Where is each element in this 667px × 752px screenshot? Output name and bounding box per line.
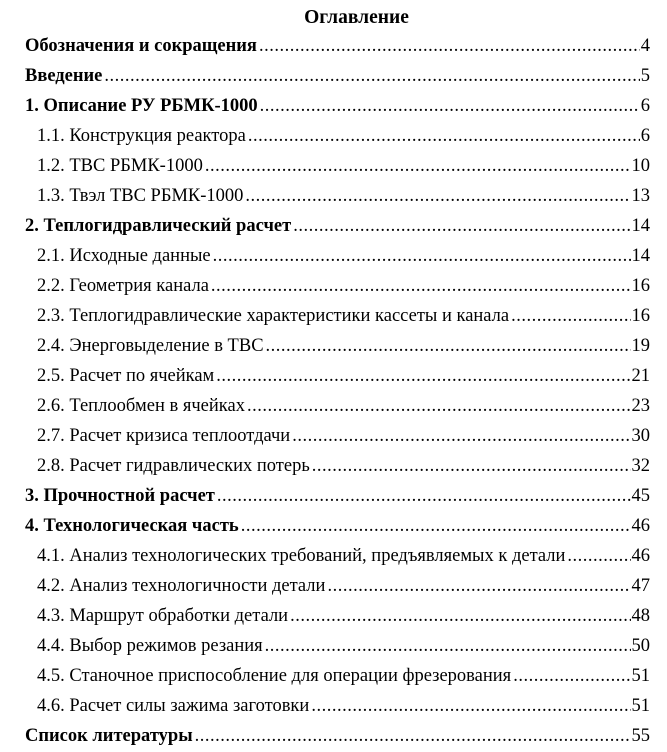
toc-entry-label: 2.4. Энерговыделение в ТВС bbox=[37, 336, 264, 356]
toc-entry-label: 2.5. Расчет по ячейкам bbox=[37, 366, 215, 386]
dot-leader bbox=[205, 151, 631, 181]
dot-leader bbox=[266, 331, 631, 361]
toc-entry[interactable] bbox=[25, 151, 650, 181]
toc-entry[interactable] bbox=[25, 31, 650, 61]
toc-entry-label: Введение bbox=[25, 66, 103, 86]
dot-leader bbox=[216, 361, 630, 391]
toc-entry-label: 4.3. Маршрут обработки детали bbox=[37, 606, 289, 626]
toc-entry-label: 2.3. Теплогидравлические характеристики кассеты и канала bbox=[37, 306, 510, 326]
dot-leader bbox=[104, 61, 639, 91]
toc-entry[interactable] bbox=[25, 511, 650, 541]
toc-entry-label: 4.2. Анализ технологичности детали bbox=[37, 576, 326, 596]
toc-entry-page: 51 bbox=[631, 666, 650, 686]
dot-leader bbox=[260, 91, 640, 121]
dot-leader bbox=[265, 631, 631, 661]
toc-entry[interactable] bbox=[25, 691, 650, 721]
toc-entry-page: 6 bbox=[640, 96, 650, 116]
toc-entry-label: 4. Технологическая часть bbox=[25, 516, 239, 536]
dot-leader bbox=[241, 511, 631, 541]
toc-entry-label: 4.4. Выбор режимов резания bbox=[37, 636, 263, 656]
toc-entry-page: 21 bbox=[631, 366, 650, 386]
dot-leader bbox=[293, 211, 630, 241]
toc-entry-label: 4.5. Станочное приспособление для операции фрезерования bbox=[37, 666, 512, 686]
dot-leader bbox=[213, 241, 631, 271]
dot-leader bbox=[195, 721, 631, 751]
toc-entry-page: 30 bbox=[631, 426, 650, 446]
toc-title: Оглавление bbox=[304, 7, 409, 28]
dot-leader bbox=[567, 541, 630, 571]
toc-entry-page: 51 bbox=[631, 696, 650, 716]
toc-entry-page: 16 bbox=[631, 276, 650, 296]
toc-entry-label: 1.2. ТВС РБМК-1000 bbox=[37, 156, 203, 176]
toc-entry[interactable] bbox=[25, 91, 650, 121]
toc-entry-label: Обозначения и сокращения bbox=[25, 36, 257, 56]
dot-leader bbox=[245, 181, 630, 211]
toc-entry-page: 45 bbox=[631, 486, 650, 506]
toc-entry-page: 14 bbox=[631, 216, 650, 236]
toc-entry[interactable] bbox=[25, 601, 650, 631]
toc-entry-label: 3. Прочностной расчет bbox=[25, 486, 215, 506]
toc-entry-page: 5 bbox=[640, 66, 650, 86]
toc-entry-page: 4 bbox=[640, 36, 650, 56]
toc-entry-label: 1.3. Твэл ТВС РБМК-1000 bbox=[37, 186, 244, 206]
toc-entry-label: Список литературы bbox=[25, 726, 193, 746]
toc-entry[interactable] bbox=[25, 61, 650, 91]
toc-entry-page: 6 bbox=[640, 126, 650, 146]
toc-entry[interactable] bbox=[25, 721, 650, 751]
toc-entry-page: 47 bbox=[631, 576, 650, 596]
dot-leader bbox=[211, 271, 631, 301]
toc-entry[interactable] bbox=[25, 241, 650, 271]
dot-leader bbox=[217, 481, 631, 511]
toc-entry[interactable] bbox=[25, 181, 650, 211]
dot-leader bbox=[247, 391, 631, 421]
toc-entry[interactable] bbox=[25, 541, 650, 571]
dot-leader bbox=[311, 691, 630, 721]
toc-entry-page: 50 bbox=[631, 636, 650, 656]
toc-entry-page: 16 bbox=[631, 306, 650, 326]
dot-leader bbox=[290, 601, 630, 631]
dot-leader bbox=[312, 451, 631, 481]
toc-entry[interactable] bbox=[25, 121, 650, 151]
toc-entry-label: 2.1. Исходные данные bbox=[37, 246, 211, 266]
toc-entry[interactable] bbox=[25, 571, 650, 601]
toc-entry-page: 10 bbox=[631, 156, 650, 176]
toc-entry-page: 46 bbox=[631, 546, 650, 566]
table-of-contents bbox=[25, 31, 650, 751]
toc-entry-page: 23 bbox=[631, 396, 650, 416]
toc-entry-page: 46 bbox=[631, 516, 650, 536]
toc-entry[interactable] bbox=[25, 631, 650, 661]
toc-entry-label: 1.1. Конструкция реактора bbox=[37, 126, 246, 146]
toc-entry-page: 48 bbox=[631, 606, 650, 626]
dot-leader bbox=[259, 31, 640, 61]
toc-entry-page: 14 bbox=[631, 246, 650, 266]
dot-leader bbox=[327, 571, 630, 601]
toc-entry-label: 4.6. Расчет силы зажима заготовки bbox=[37, 696, 310, 716]
toc-entry-page: 32 bbox=[631, 456, 650, 476]
toc-entry[interactable] bbox=[25, 331, 650, 361]
toc-entry-page: 19 bbox=[631, 336, 650, 356]
toc-entry[interactable] bbox=[25, 211, 650, 241]
dot-leader bbox=[248, 121, 640, 151]
toc-entry-label: 2. Теплогидравлический расчет bbox=[25, 216, 292, 236]
toc-entry-label: 2.7. Расчет кризиса теплоотдачи bbox=[37, 426, 291, 446]
toc-entry[interactable] bbox=[25, 421, 650, 451]
dot-leader bbox=[292, 421, 630, 451]
dot-leader bbox=[511, 301, 630, 331]
toc-entry[interactable] bbox=[25, 361, 650, 391]
toc-entry-page: 55 bbox=[631, 726, 650, 746]
toc-entry[interactable] bbox=[25, 301, 650, 331]
toc-entry[interactable] bbox=[25, 451, 650, 481]
toc-entry-label: 2.2. Геометрия канала bbox=[37, 276, 209, 296]
toc-entry-page: 13 bbox=[631, 186, 650, 206]
toc-entry[interactable] bbox=[25, 391, 650, 421]
toc-entry[interactable] bbox=[25, 271, 650, 301]
toc-entry-label: 2.8. Расчет гидравлических потерь bbox=[37, 456, 310, 476]
toc-entry[interactable] bbox=[25, 661, 650, 691]
dot-leader bbox=[513, 661, 630, 691]
toc-entry-label: 1. Описание РУ РБМК-1000 bbox=[25, 96, 258, 116]
toc-entry-label: 2.6. Теплообмен в ячейках bbox=[37, 396, 245, 416]
toc-entry[interactable] bbox=[25, 481, 650, 511]
toc-entry-label: 4.1. Анализ технологических требований, предъявляемых к детали bbox=[37, 546, 566, 566]
